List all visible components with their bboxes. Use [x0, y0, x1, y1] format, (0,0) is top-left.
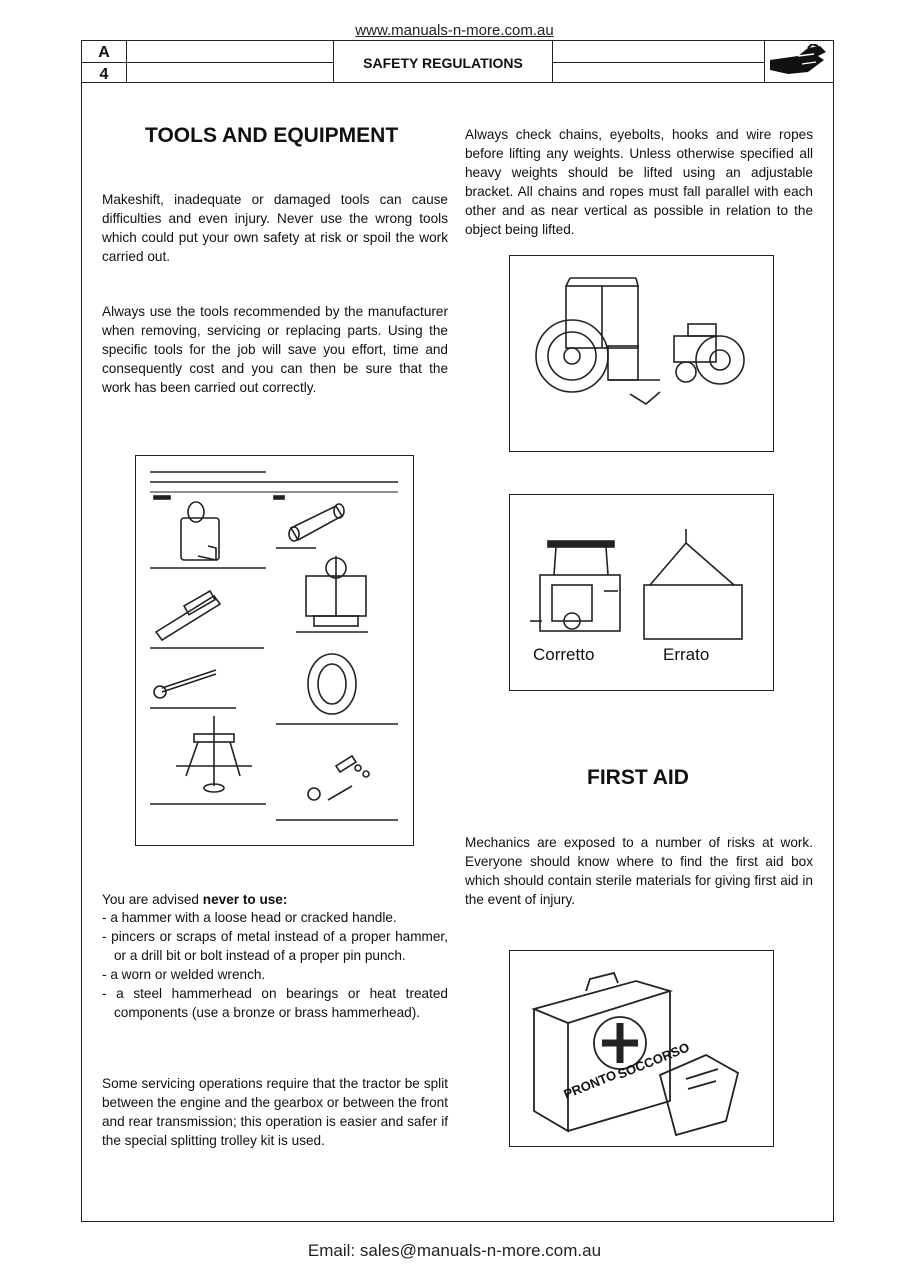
- page-number: 4: [99, 66, 109, 83]
- first-aid-heading: FIRST AID: [587, 766, 689, 789]
- splitting-paragraph: Some servicing operations require that the tractor be split between the engine and the gearbox or between the front and rear transmission; this operation is easier and safer if the special splitting trolley kit is used.: [102, 1076, 448, 1148]
- list-item: - pincers or scraps of metal instead of a proper hammer, or a drill bit or bolt instead of a proper pin punch.: [92, 927, 448, 965]
- section-letter: A: [98, 44, 110, 61]
- list-item: - a steel hammerhead on bearings or heat treated components (use a bronze or brass hammerhead).: [92, 984, 448, 1022]
- never-use-bold: never to use:: [202, 892, 288, 907]
- pointing-hand-icon: [768, 44, 830, 80]
- never-use-list: [92, 908, 448, 1022]
- tractor-split-figure: [509, 255, 774, 452]
- tools-paragraph-1: Makeshift, inadequate or damaged tools can cause difficulties and even injury. Never use the wrong tools which could put your own safety at risk or spoil the work carried out.: [102, 192, 448, 264]
- caption-correct: Corretto: [533, 645, 595, 664]
- kit-label-soccorso: SOCCORSO: [615, 1039, 692, 1082]
- header-divider: [764, 40, 765, 83]
- header-mid-rule: [552, 62, 764, 63]
- tools-paragraph-2: Always use the tools recommended by the manufacturer when removing, servicing or replacing parts. Using the specific tools for the job will save you effort, time and consequently cost and you can then be sure that the work has been carried out correctly.: [102, 304, 448, 395]
- never-use-intro: [102, 890, 448, 909]
- list-item: - a worn or welded wrench.: [92, 965, 448, 984]
- header-title: SAFETY REGULATIONS: [363, 55, 523, 71]
- kit-label-pronto: PRONTO: [561, 1067, 619, 1102]
- first-aid-paragraph: Mechanics are exposed to a number of risks at work. Everyone should know where to find the first aid box which should contain sterile materials for giving first aid in the event of injury.: [465, 835, 813, 907]
- site-url[interactable]: www.manuals-n-more.com.au: [355, 22, 554, 39]
- caption-wrong: Errato: [663, 645, 710, 664]
- lifting-paragraph: Always check chains, eyebolts, hooks and wire ropes before lifting any weights. Unless otherwise specified all heavy weights should be lifted using an adjustable bracket. All chains and ropes must fall parallel with each other and as near vertical as possible in relation to the object being lifted.: [465, 127, 813, 237]
- special-tools-figure: [135, 455, 414, 846]
- lifting-method-figure: [509, 494, 774, 691]
- tools-heading: TOOLS AND EQUIPMENT: [145, 124, 399, 147]
- footer-email[interactable]: Email: sales@manuals-n-more.com.au: [307, 1241, 602, 1260]
- first-aid-kit-figure: [509, 950, 774, 1147]
- list-item: - a hammer with a loose head or cracked handle.: [92, 908, 448, 927]
- never-use-intro-text: You are advised: [102, 892, 203, 907]
- header-bottom-rule: [81, 82, 833, 83]
